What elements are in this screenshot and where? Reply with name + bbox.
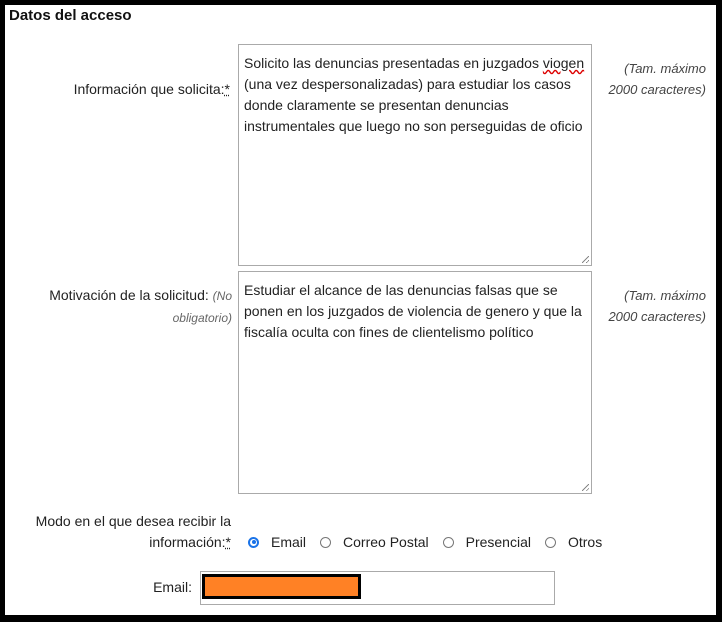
motivation-max-note: (Tam. máximo 2000 caracteres) bbox=[608, 288, 706, 324]
redaction-box bbox=[202, 574, 361, 599]
radio-label: Presencial bbox=[465, 534, 531, 550]
misspelled-word: viogen bbox=[542, 55, 585, 71]
optional-note: (No obligatorio) bbox=[172, 289, 232, 325]
radio-otros[interactable] bbox=[545, 534, 602, 550]
radio-email[interactable] bbox=[248, 534, 306, 550]
motivation-textarea[interactable] bbox=[238, 271, 592, 494]
radio-icon[interactable] bbox=[545, 537, 556, 548]
mode-radio-group bbox=[248, 534, 616, 550]
resize-grip-icon[interactable] bbox=[582, 256, 589, 263]
radio-label: Email bbox=[271, 534, 307, 550]
info-text-post: (una vez despersonalizadas) para estudiar los casos donde claramente se presentan denuncias instrumentales que luego no son perseguidas de oficio bbox=[244, 76, 583, 134]
info-text-pre: Solicito las denuncias presentadas en juzgados bbox=[244, 55, 543, 71]
info-label bbox=[20, 79, 230, 100]
section-title: Datos del acceso bbox=[9, 7, 132, 24]
radio-label: Correo Postal bbox=[343, 534, 429, 550]
mode-label-line2: información: bbox=[149, 534, 226, 550]
radio-presencial[interactable] bbox=[443, 534, 531, 550]
radio-correo-postal[interactable] bbox=[320, 534, 429, 550]
motivation-text: Estudiar el alcance de las denuncias falsas que se ponen en los juzgados de violencia de genero y que la fiscalía oculta con fines de clientelismo político bbox=[244, 282, 582, 340]
info-textarea[interactable] bbox=[238, 44, 592, 266]
radio-icon[interactable] bbox=[320, 537, 331, 548]
resize-grip-icon[interactable] bbox=[582, 484, 589, 491]
mode-label-line1: Modo en el que desea recibir la bbox=[35, 513, 231, 529]
email-label: Email: bbox=[153, 579, 192, 595]
motivation-label-text: Motivación de la solicitud: bbox=[49, 287, 209, 303]
required-mark: * bbox=[224, 81, 230, 97]
info-label-text: Información que solicita: bbox=[73, 81, 225, 97]
required-mark: * bbox=[225, 534, 231, 550]
radio-label: Otros bbox=[567, 534, 603, 550]
motivation-label bbox=[20, 285, 232, 329]
info-max-note: (Tam. máximo 2000 caracteres) bbox=[608, 61, 706, 97]
mode-label bbox=[20, 511, 231, 553]
radio-selected-icon[interactable] bbox=[248, 537, 259, 548]
radio-icon[interactable] bbox=[443, 537, 454, 548]
